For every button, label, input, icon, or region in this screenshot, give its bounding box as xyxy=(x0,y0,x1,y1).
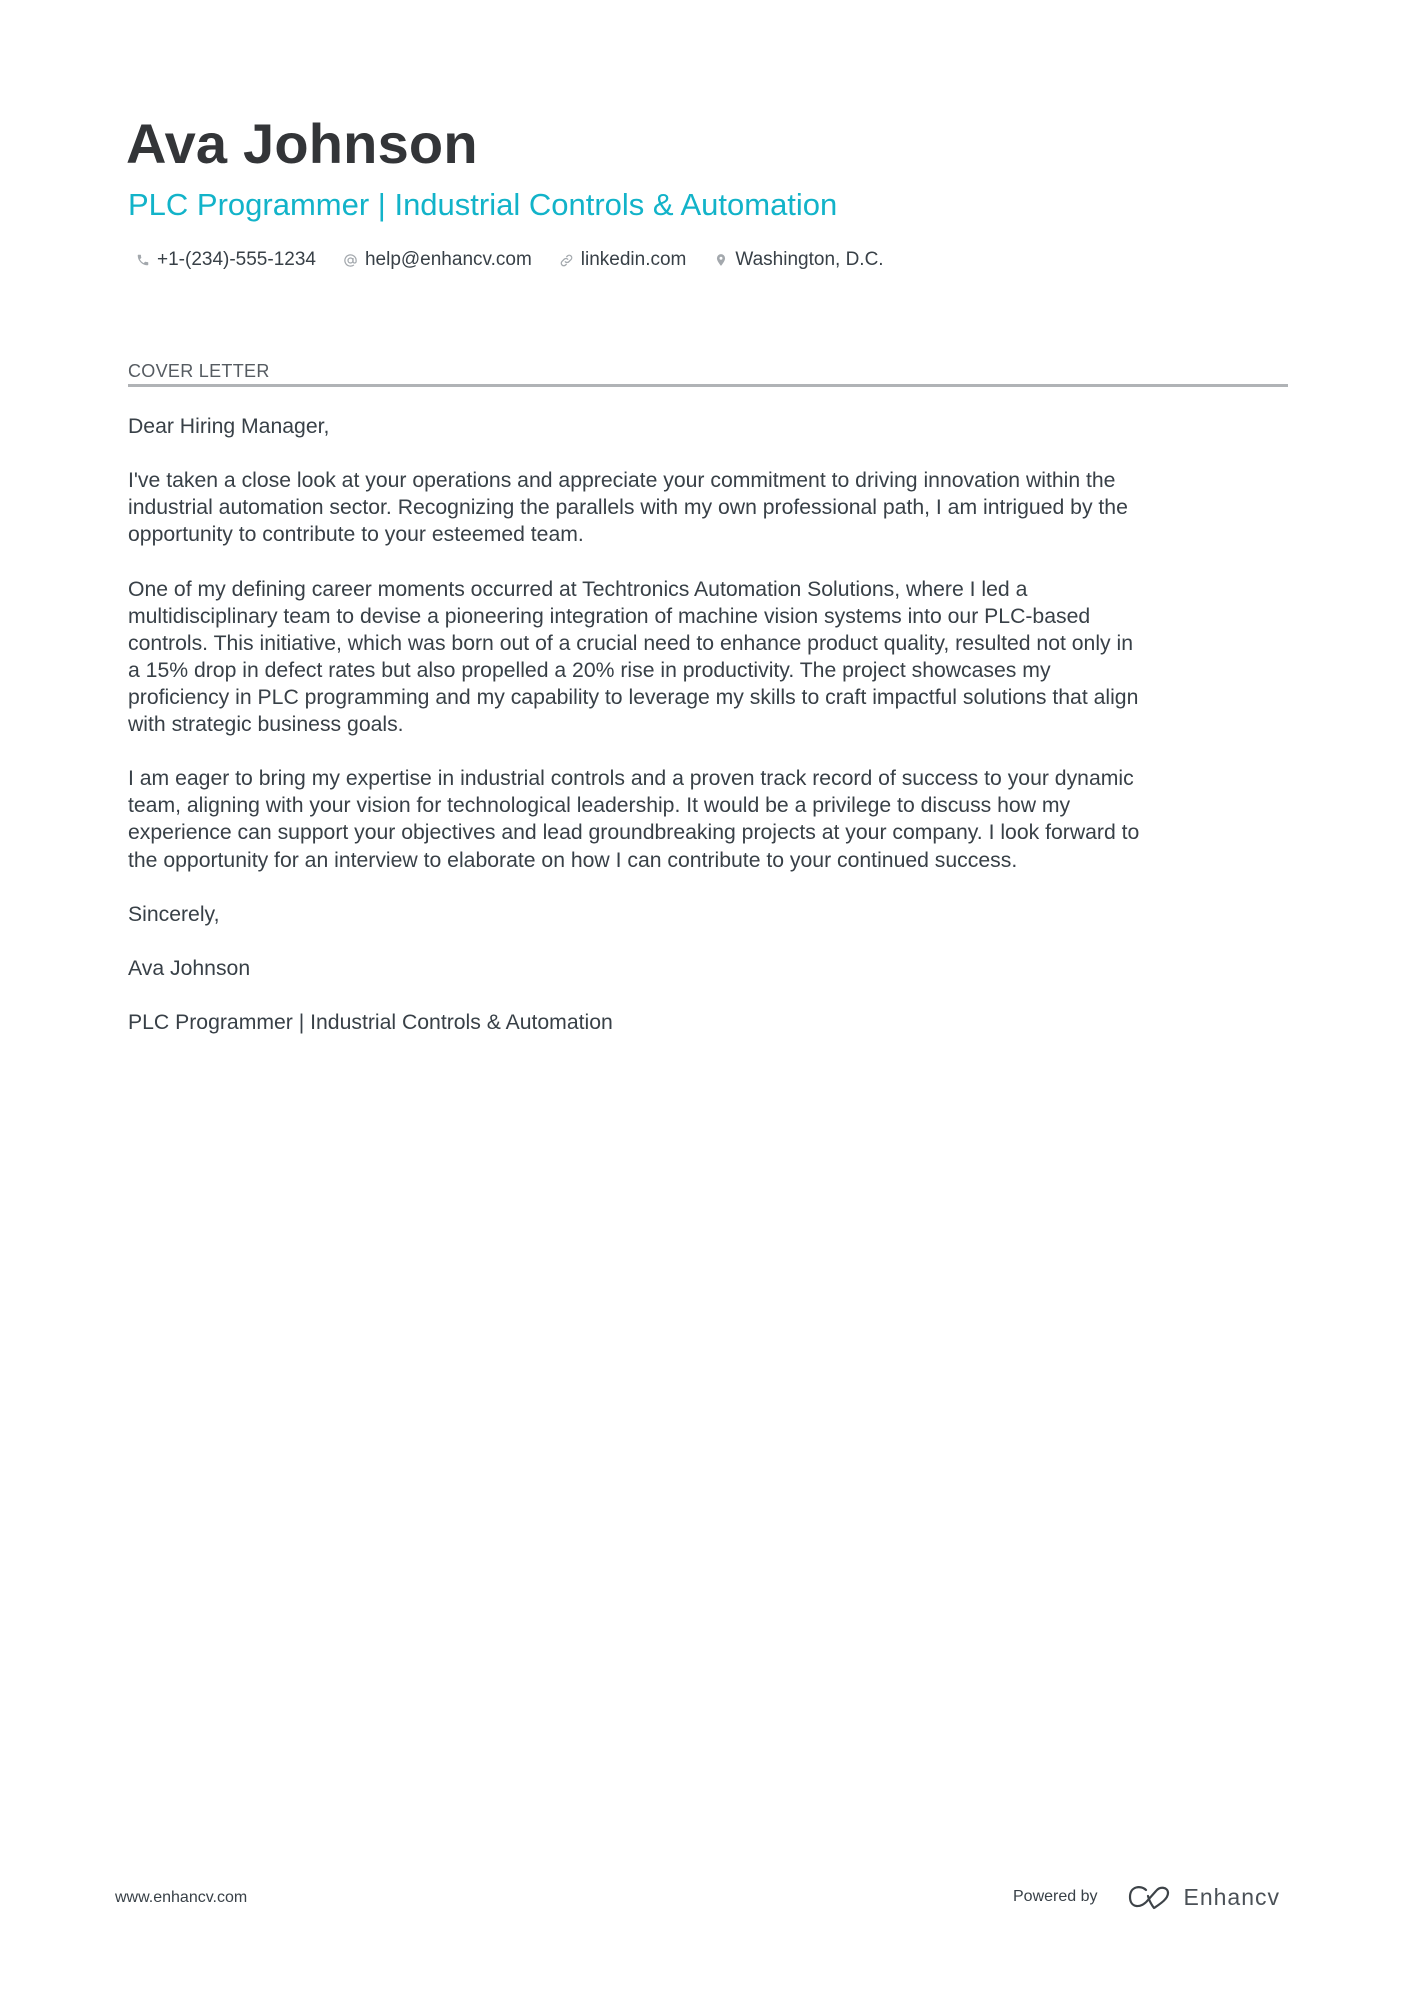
contact-email[interactable] xyxy=(342,249,532,271)
signature-name-text: Ava Johnson xyxy=(128,956,251,980)
enhancv-logo-icon xyxy=(1126,1884,1174,1910)
at-icon xyxy=(342,251,360,269)
signature-name xyxy=(128,955,1298,982)
contact-info-row xyxy=(134,246,910,274)
paragraph-line: experience can support your objectives and lead groundbreaking projects at your company. I look forward to xyxy=(128,821,1140,845)
paragraph-line: proficiency in PLC programming and my capability to leverage my skills to craft impactful solutions that align xyxy=(128,685,1139,709)
contact-location xyxy=(712,249,883,271)
candidate-title: PLC Programmer | Industrial Controls & Automation xyxy=(128,187,838,222)
contact-email-text: help@enhancv.com xyxy=(364,249,532,270)
paragraph-line: team, aligning with your vision for technological leadership. It would be a privilege to discuss how my xyxy=(128,794,1071,818)
link-icon xyxy=(558,251,576,269)
section-divider xyxy=(128,384,1288,387)
footer-website-link[interactable]: www.enhancv.com xyxy=(115,1889,248,1906)
location-pin-icon xyxy=(712,251,730,269)
signature-title-text: PLC Programmer | Industrial Controls & Automation xyxy=(128,1011,613,1035)
paragraph-line: I am eager to bring my expertise in industrial controls and a proven track record of success to your dynamic xyxy=(128,767,1134,791)
enhancv-brand-text: Enhancv xyxy=(1183,1883,1281,1910)
contact-linkedin[interactable] xyxy=(558,249,687,271)
contact-linkedin-text: linkedin.com xyxy=(580,249,687,270)
paragraph-line: with strategic business goals. xyxy=(128,713,404,737)
footer-branding[interactable] xyxy=(1013,1882,1280,1912)
signature-title xyxy=(128,1009,1298,1036)
contact-phone[interactable] xyxy=(134,249,316,271)
section-heading-cover-letter: COVER LETTER xyxy=(128,361,270,381)
contact-phone-text: +1-(234)-555-1234 xyxy=(157,249,316,270)
letter-paragraph-1 xyxy=(128,467,1298,548)
paragraph-line: industrial automation sector. Recognizing the parallels with my own professional path, I am intrigued by the xyxy=(128,496,1128,520)
greeting-text: Dear Hiring Manager, xyxy=(128,415,330,438)
paragraph-line: opportunity to contribute to your esteemed team. xyxy=(128,523,584,547)
letter-paragraph-2 xyxy=(128,576,1298,739)
letter-greeting xyxy=(128,413,1298,440)
paragraph-line: I've taken a close look at your operations and appreciate your commitment to driving innovation within the xyxy=(128,469,1116,493)
contact-location-text: Washington, D.C. xyxy=(735,249,884,270)
paragraph-line: controls. This initiative, which was born out of a crucial need to enhance product quality, resulted not only in xyxy=(128,631,1134,655)
phone-icon xyxy=(134,251,152,269)
candidate-name: Ava Johnson xyxy=(126,112,478,175)
letter-closing xyxy=(128,901,1298,928)
letter-paragraph-3 xyxy=(128,765,1298,873)
powered-by-label: Powered by xyxy=(1013,1888,1098,1905)
paragraph-line: One of my defining career moments occurred at Techtronics Automation Solutions, where I led a xyxy=(128,577,1028,601)
letter-body xyxy=(128,413,1298,1063)
paragraph-line: multidisciplinary team to devise a pioneering integration of machine vision systems into our PLC-based xyxy=(128,604,1091,628)
closing-text: Sincerely, xyxy=(128,902,220,926)
paragraph-line: a 15% drop in defect rates but also propelled a 20% rise in productivity. The project showcases my xyxy=(128,658,1051,682)
paragraph-line: the opportunity for an interview to elaborate on how I can contribute to your continued success. xyxy=(128,848,1018,872)
